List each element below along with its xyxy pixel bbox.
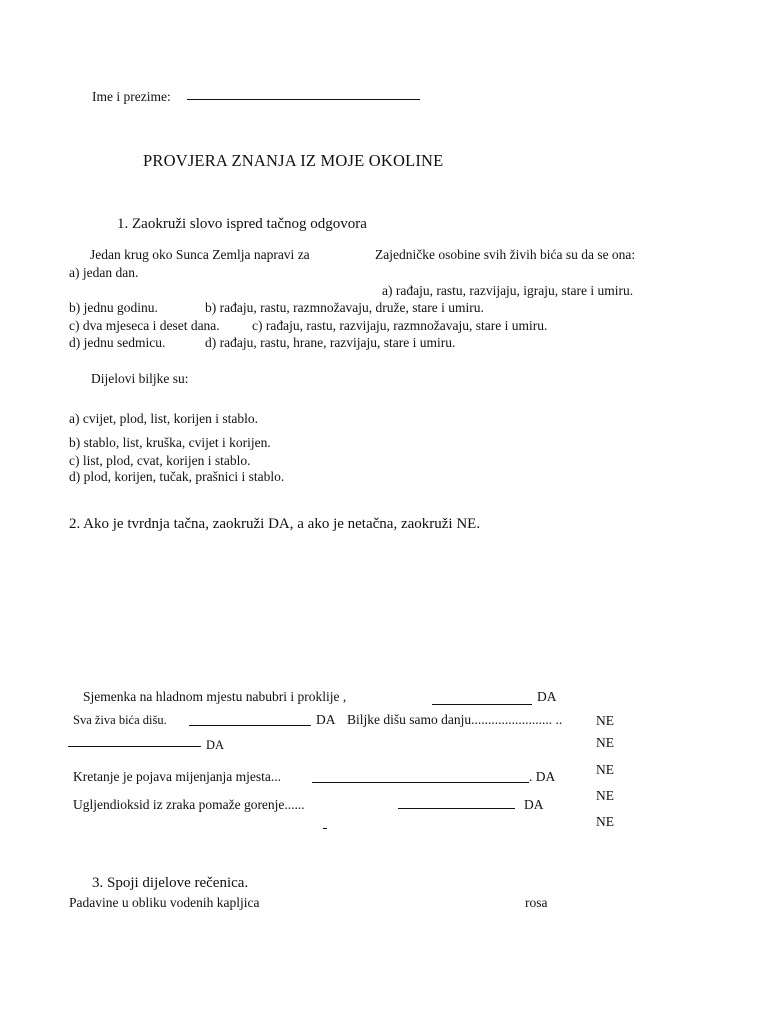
page-title: PROVJERA ZNANJA IZ MOJE OKOLINE: [143, 151, 444, 170]
q2-da-3[interactable]: DA: [206, 738, 225, 752]
q1-left-option-d[interactable]: d) jednu sedmicu.: [69, 335, 166, 350]
q2-answer-line-5[interactable]: [398, 808, 515, 809]
q2-ne-4[interactable]: NE: [596, 788, 614, 803]
q2-da-1[interactable]: DA: [537, 689, 557, 704]
q2-da-4[interactable]: . DA: [529, 769, 556, 784]
name-label: Ime i prezime:: [92, 89, 171, 104]
q2-heading: 2. Ako je tvrdnja tačna, zaokruži DA, a ako je netačna, zaokruži NE.: [69, 516, 481, 532]
q2-answer-line-1[interactable]: [432, 704, 532, 705]
q2-statement-3: Biljke dišu samo danju........................ ..: [347, 712, 563, 727]
q1-plant-option-b[interactable]: b) stablo, list, kruška, cvijet i korijen.: [69, 435, 271, 450]
q2-ne-5[interactable]: NE: [596, 814, 614, 829]
q2-da-5[interactable]: DA: [524, 797, 544, 812]
q1-plant-prompt: Dijelovi biljke su:: [91, 371, 189, 386]
q2-da-2[interactable]: DA: [316, 712, 336, 727]
q1-plant-option-d[interactable]: d) plod, korijen, tučak, prašnici i stablo.: [69, 469, 285, 484]
q1-right-option-d[interactable]: d) rađaju, rastu, hrane, razvijaju, stare i umiru.: [205, 335, 456, 350]
q2-statement-5: Ugljendioksid iz zraka pomaže gorenje......: [73, 797, 305, 812]
q2-ne-1[interactable]: NE: [596, 713, 614, 728]
q1-right-prompt: Zajedničke osobine svih živih bića su da se ona:: [375, 247, 636, 262]
q2-statement-4: Kretanje je pojava mijenjanja mjesta...: [73, 769, 282, 784]
name-field[interactable]: [187, 99, 420, 100]
q2-answer-line-2[interactable]: [189, 725, 311, 726]
q1-left-option-b[interactable]: b) jednu godinu.: [69, 300, 158, 315]
q2-answer-line-3[interactable]: [68, 746, 201, 747]
q1-right-option-c[interactable]: c) rađaju, rastu, razvijaju, razmnožavaju, stare i umiru.: [252, 318, 548, 333]
q2-answer-line-4[interactable]: [312, 782, 529, 783]
q1-plant-option-c[interactable]: c) list, plod, cvat, korijen i stablo.: [69, 453, 251, 468]
q2-statement-1: Sjemenka na hladnom mjestu nabubri i proklije ,: [83, 689, 347, 704]
q3-right-item-1[interactable]: rosa: [525, 895, 548, 910]
q1-plant-option-a[interactable]: a) cvijet, plod, list, korijen i stablo.: [69, 411, 258, 426]
q1-left-prompt: Jedan krug oko Sunca Zemlja napravi za: [90, 247, 310, 262]
stray-dash-mark: [323, 828, 327, 829]
q3-heading: 3. Spoji dijelove rečenica.: [92, 875, 249, 891]
q1-right-option-b[interactable]: b) rađaju, rastu, razmnožavaju, druže, stare i umiru.: [205, 300, 484, 315]
q1-heading: 1. Zaokruži slovo ispred tačnog odgovora: [117, 216, 367, 232]
q2-ne-3[interactable]: NE: [596, 762, 614, 777]
q1-right-option-a[interactable]: a) rađaju, rastu, razvijaju, igraju, stare i umiru.: [382, 283, 634, 298]
q2-ne-2[interactable]: NE: [596, 735, 614, 750]
q1-left-option-c[interactable]: c) dva mjeseca i deset dana.: [69, 318, 220, 333]
q3-left-item-1[interactable]: Padavine u obliku vodenih kapljica: [69, 895, 260, 910]
q1-left-option-a[interactable]: a) jedan dan.: [69, 265, 139, 280]
q2-statement-2: Sva živa bića dišu.: [73, 713, 167, 727]
